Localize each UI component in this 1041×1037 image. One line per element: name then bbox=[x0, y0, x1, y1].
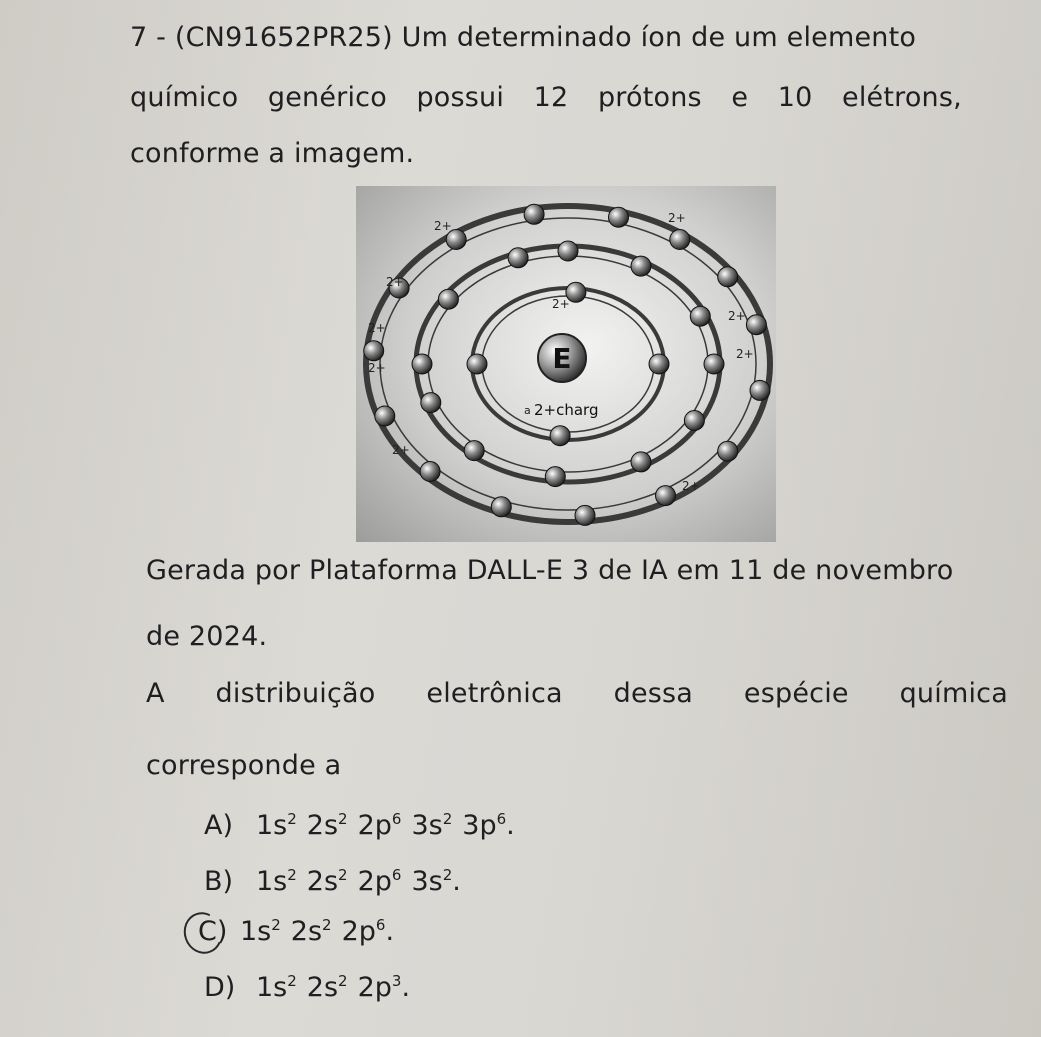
orbital-label: 2p bbox=[357, 866, 392, 897]
electron-icon bbox=[670, 230, 690, 250]
electron-icon bbox=[718, 441, 738, 461]
word: dessa bbox=[613, 678, 694, 709]
orbital-occupancy: 3 bbox=[391, 972, 402, 990]
orbital-occupancy: 2 bbox=[338, 810, 348, 828]
orbital-term bbox=[411, 810, 452, 841]
orbital-label: 2p bbox=[341, 916, 376, 947]
atom-figure bbox=[356, 186, 776, 542]
orbital-term bbox=[342, 916, 394, 947]
orbital-occupancy: 2 bbox=[442, 866, 453, 884]
option-config bbox=[256, 972, 410, 1003]
orbital-term bbox=[358, 972, 410, 1003]
nucleus-label: E bbox=[552, 342, 572, 375]
shell-label: 2+ bbox=[668, 211, 686, 225]
word: A bbox=[146, 678, 165, 709]
orbital-term bbox=[307, 972, 348, 1003]
orbital-label: 3s bbox=[411, 866, 443, 897]
word: químico bbox=[130, 82, 239, 113]
option-a[interactable] bbox=[204, 810, 515, 841]
electron-icon bbox=[550, 426, 570, 446]
orbital-occupancy: 2 bbox=[442, 810, 453, 828]
electron-icon bbox=[746, 315, 766, 335]
option-c[interactable] bbox=[198, 916, 394, 947]
electron-icon bbox=[690, 306, 710, 326]
electron-icon bbox=[491, 497, 511, 517]
electron-icon bbox=[438, 289, 458, 309]
word: prótons bbox=[597, 82, 702, 113]
shell-label: 2+ bbox=[434, 219, 452, 233]
electron-icon bbox=[364, 341, 384, 361]
electron-icon bbox=[704, 354, 724, 374]
electron-icon bbox=[464, 441, 484, 461]
orbital-label: 2p bbox=[357, 972, 392, 1003]
word: elétrons, bbox=[842, 82, 962, 113]
figure-caption-line-1: Gerada por Plataforma DALL-E 3 de IA em 11 de novembro bbox=[146, 555, 954, 586]
word: e bbox=[731, 82, 749, 113]
shell-label: 2+ bbox=[386, 275, 404, 289]
electron-icon bbox=[656, 486, 676, 506]
word: distribuição bbox=[215, 678, 376, 709]
shell-label: 2+ bbox=[728, 309, 746, 323]
word: 12 bbox=[533, 82, 569, 113]
shell-label: 2+ bbox=[552, 297, 570, 311]
orbital-occupancy: 2 bbox=[287, 810, 297, 828]
orbital-term bbox=[291, 916, 332, 947]
question-line-2 bbox=[130, 82, 962, 113]
period: . bbox=[401, 972, 411, 1003]
orbital-label: 3s bbox=[411, 810, 443, 841]
option-d[interactable] bbox=[204, 972, 410, 1003]
option-letter: B) bbox=[204, 866, 234, 897]
orbital-label: 3p bbox=[462, 810, 497, 841]
orbital-term bbox=[358, 866, 402, 897]
prompt-line-2: corresponde a bbox=[146, 750, 342, 781]
orbital-label: 1s bbox=[240, 916, 272, 947]
word: 10 bbox=[777, 82, 813, 113]
orbital-occupancy: 6 bbox=[496, 810, 507, 828]
orbital-term bbox=[307, 866, 348, 897]
orbital-label: 1s bbox=[256, 810, 288, 841]
option-config bbox=[256, 866, 461, 897]
option-config bbox=[240, 916, 394, 947]
electron-icon bbox=[631, 256, 651, 276]
electron-icon bbox=[421, 393, 441, 413]
orbital-label: 2p bbox=[357, 810, 392, 841]
orbital-label: 2s bbox=[306, 972, 339, 1003]
figure-caption-line-2: de 2024. bbox=[146, 621, 268, 652]
orbital-label: 2s bbox=[306, 810, 339, 841]
shell-label: 2+ bbox=[368, 321, 386, 335]
orbital-term bbox=[307, 810, 348, 841]
shell-label: 2+ bbox=[682, 479, 700, 493]
orbital-occupancy: 2 bbox=[287, 866, 297, 884]
orbital-term bbox=[256, 810, 297, 841]
electron-icon bbox=[420, 462, 440, 482]
question-line-3: conforme a imagem. bbox=[130, 138, 415, 169]
prompt-line-1 bbox=[146, 678, 1008, 709]
period: . bbox=[452, 866, 461, 897]
orbital-occupancy: 2 bbox=[338, 866, 348, 884]
orbital-label: 2s bbox=[290, 916, 323, 947]
orbital-occupancy: 6 bbox=[391, 810, 402, 828]
electron-icon bbox=[649, 354, 669, 374]
atom-diagram bbox=[356, 186, 776, 542]
word: espécie bbox=[743, 678, 849, 709]
word: eletrônica bbox=[426, 678, 563, 709]
electron-icon bbox=[684, 411, 704, 431]
orbital-term bbox=[256, 972, 297, 1003]
option-letter: D) bbox=[204, 972, 236, 1003]
charge-label: 2+charg bbox=[534, 401, 599, 419]
selected-answer-mark bbox=[178, 907, 228, 959]
electron-icon bbox=[412, 354, 432, 374]
word: possui bbox=[416, 82, 505, 113]
orbital-occupancy: 2 bbox=[271, 916, 281, 934]
orbital-term bbox=[411, 866, 460, 897]
shell-label: 2+ bbox=[392, 443, 410, 457]
orbital-occupancy: 6 bbox=[391, 866, 402, 884]
orbital-occupancy: 2 bbox=[322, 916, 332, 934]
electron-icon bbox=[575, 505, 595, 525]
orbital-term bbox=[358, 810, 402, 841]
electron-icon bbox=[508, 248, 528, 268]
orbital-label: 1s bbox=[256, 866, 288, 897]
shell-label: 2+ bbox=[736, 347, 754, 361]
orbital-occupancy: 6 bbox=[375, 916, 386, 934]
electron-icon bbox=[545, 467, 565, 487]
orbital-term bbox=[240, 916, 281, 947]
shell-label: 2+ bbox=[368, 361, 386, 375]
electron-icon bbox=[718, 267, 738, 287]
electron-icon bbox=[467, 354, 487, 374]
electron-icon bbox=[558, 241, 578, 261]
question-line-1: 7 - (CN91652PR25) Um determinado íon de um elemento bbox=[130, 22, 917, 53]
orbital-term bbox=[462, 810, 514, 841]
option-config bbox=[256, 810, 515, 841]
period: . bbox=[506, 810, 515, 841]
electron-icon bbox=[375, 406, 395, 426]
orbital-term bbox=[256, 866, 297, 897]
electron-icon bbox=[609, 207, 629, 227]
orbital-occupancy: 2 bbox=[287, 972, 297, 990]
orbital-label: 1s bbox=[256, 972, 288, 1003]
electron-icon bbox=[631, 452, 651, 472]
option-letter: A) bbox=[204, 810, 234, 841]
option-b[interactable] bbox=[204, 866, 461, 897]
charge-prefix: a bbox=[524, 404, 531, 417]
period: . bbox=[385, 916, 395, 947]
electron-icon bbox=[524, 204, 544, 224]
word: química bbox=[899, 678, 1008, 709]
word: genérico bbox=[267, 82, 387, 113]
orbital-label: 2s bbox=[306, 866, 339, 897]
option-letter: C) bbox=[198, 916, 228, 947]
electron-icon bbox=[750, 380, 770, 400]
orbital-occupancy: 2 bbox=[338, 972, 348, 990]
